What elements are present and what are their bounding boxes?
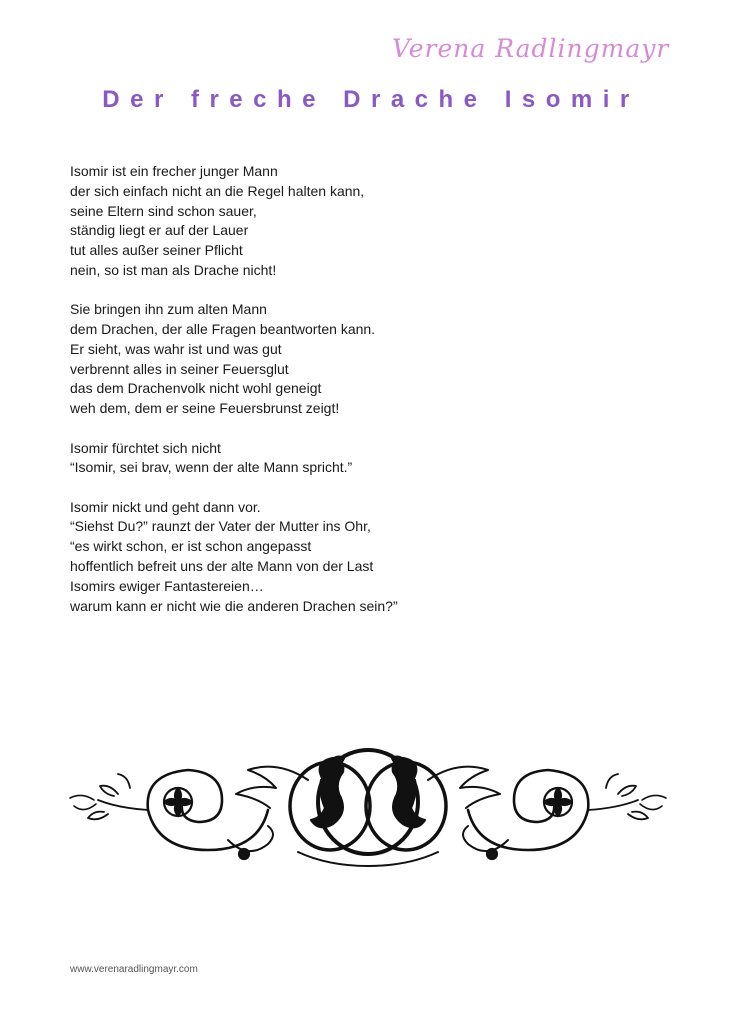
poem-stanza xyxy=(70,300,670,419)
poem-line: tut alles außer seiner Pflicht xyxy=(70,242,243,259)
poem-line: Isomir fürchtet sich nicht xyxy=(70,439,221,456)
poem-line: Isomirs ewiger Fantastereien… xyxy=(70,577,264,594)
poem-line: Isomir nickt und geht dann vor. xyxy=(70,498,261,515)
poem-line: weh dem, dem er seine Feuersbrunst zeigt! xyxy=(70,400,340,417)
poem-stanza xyxy=(70,439,670,479)
footer-url: www.verenaradlingmayr.com xyxy=(70,964,198,975)
poem-line: Sie bringen ihn zum alten Mann xyxy=(70,301,267,318)
poem-stanza xyxy=(70,498,670,617)
poem-line: “Isomir, sei brav, wenn der alte Mann spricht.” xyxy=(70,459,353,476)
poem-line: hoffentlich befreit uns der alte Mann von der Last xyxy=(70,558,374,575)
dragon-ornament-icon xyxy=(68,740,668,870)
poem-stanza xyxy=(70,162,670,281)
poem-line: Isomir ist ein frecher junger Mann xyxy=(70,163,278,179)
poem-line: dem Drachen, der alle Fragen beantworten kann. xyxy=(70,321,376,338)
poem-line: nein, so ist man als Drache nicht! xyxy=(70,261,277,278)
poem-line: Er sieht, was wahr ist und was gut xyxy=(70,340,282,357)
poem-line: “Siehst Du?” raunzt der Vater der Mutter ins Ohr, xyxy=(70,518,371,535)
poem-line: verbrennt alles in seiner Feuersglut xyxy=(70,360,289,377)
poem-line: warum kann er nicht wie die anderen Drachen sein?” xyxy=(70,597,398,614)
poem-line: “es wirkt schon, er ist schon angepasst xyxy=(70,538,312,555)
author-signature: Verena Radlingmayr xyxy=(392,34,670,63)
poem-body xyxy=(70,162,670,636)
poem-line: ständig liegt er auf der Lauer xyxy=(70,222,249,239)
page-title: Der freche Drache Isomir xyxy=(102,86,640,113)
poem-line: der sich einfach nicht an die Regel halten kann, xyxy=(70,182,365,199)
poem-line: das dem Drachenvolk nicht wohl geneigt xyxy=(70,380,322,397)
poem-line: seine Eltern sind schon sauer, xyxy=(70,202,257,219)
